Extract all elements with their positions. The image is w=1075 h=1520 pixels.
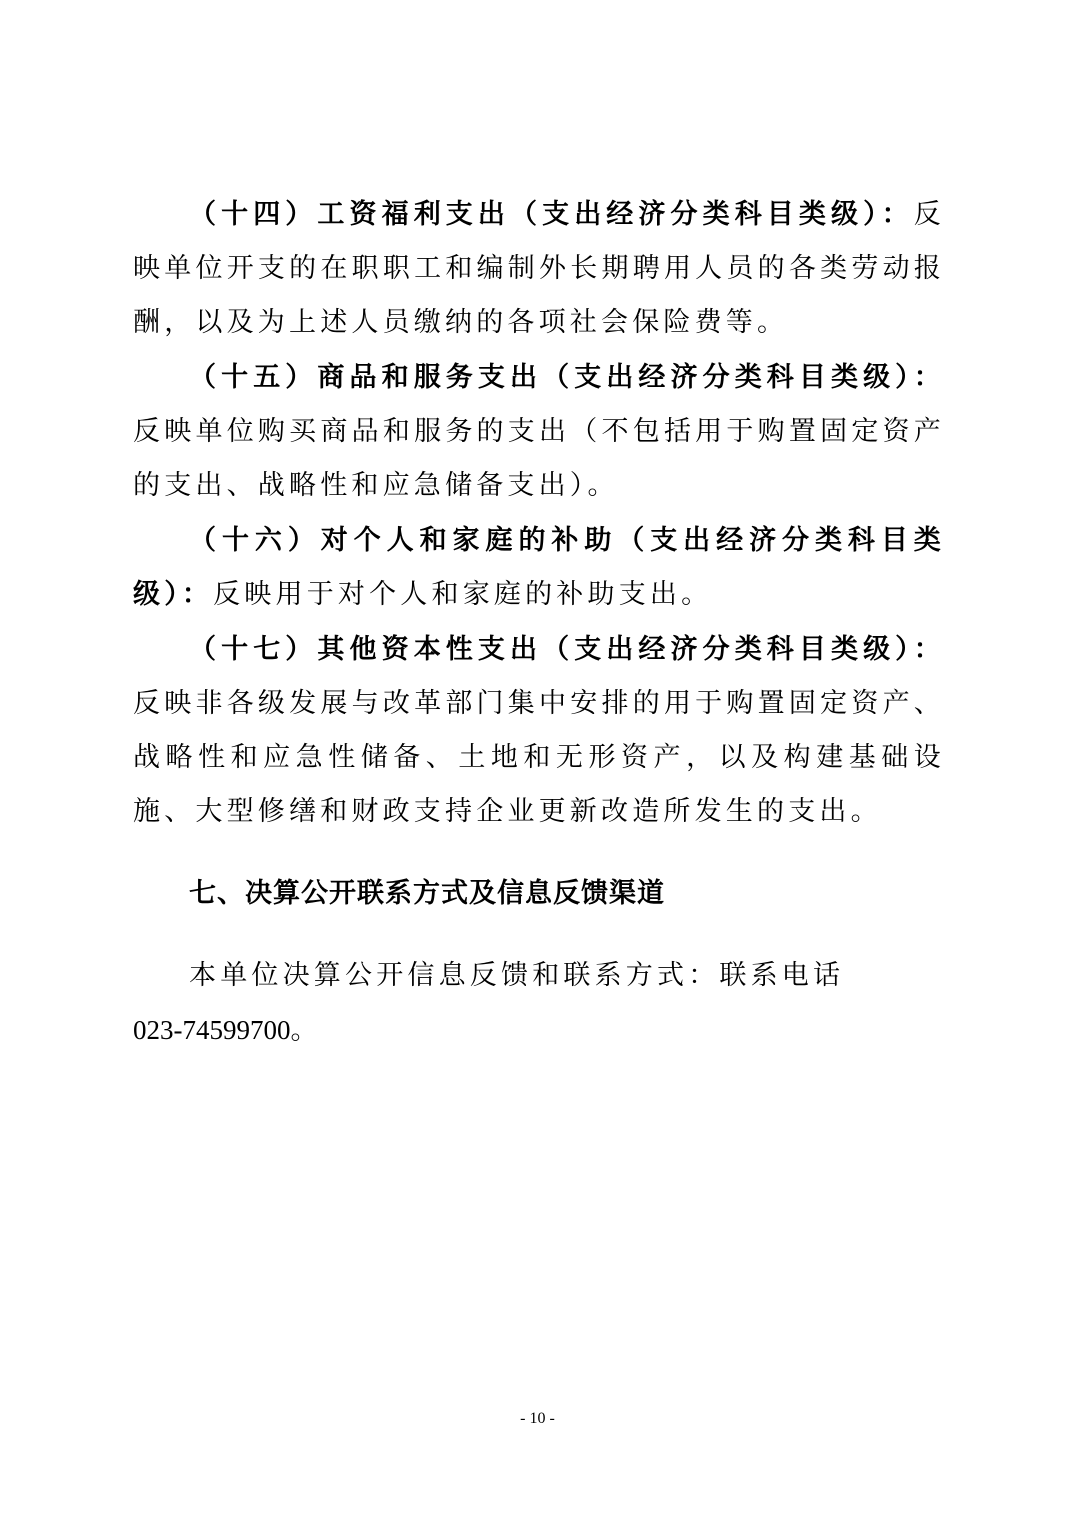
contact-paragraph <box>133 949 945 1057</box>
section-body: 反映单位购买商品和服务的支出（不包括用于购置固定资产的支出、战略性和应急储备支出）。 <box>133 416 945 501</box>
contact-text: 本单位决算公开信息反馈和联系方式：联系电话 <box>189 960 845 991</box>
section-goods-services <box>133 351 945 513</box>
contact-phone: 023-74599700。 <box>133 1015 318 1045</box>
section-lead: （十六）对个人和家庭的补助（支出经济分类科目类级）： <box>133 525 945 610</box>
section-lead: （十七）其他资本性支出（支出经济分类科目类级）： <box>189 634 945 665</box>
section-lead: （十四）工资福利支出（支出经济分类科目类级）： <box>189 199 914 230</box>
section-wage-welfare <box>133 188 945 350</box>
section-body: 反映单位开支的在职职工和编制外长期聘用人员的各类劳动报酬，以及为上述人员缴纳的各项社会保险费等。 <box>133 199 945 338</box>
section-heading: 七、决算公开联系方式及信息反馈渠道 <box>189 878 665 909</box>
section-lead: （十五）商品和服务支出（支出经济分类科目类级）： <box>189 362 945 393</box>
section-body: 反映用于对个人和家庭的补助支出。 <box>213 579 713 610</box>
page-number: - 10 - <box>520 1410 555 1427</box>
section-other-capital <box>133 623 945 839</box>
section-body: 反映非各级发展与改革部门集中安排的用于购置固定资产、战略性和应急性储备、土地和无形资产，以及构建基础设施、大型修缮和财政支持企业更新改造所发生的支出。 <box>133 688 945 827</box>
section-household-subsidy <box>133 514 945 622</box>
page-content <box>133 188 945 1057</box>
